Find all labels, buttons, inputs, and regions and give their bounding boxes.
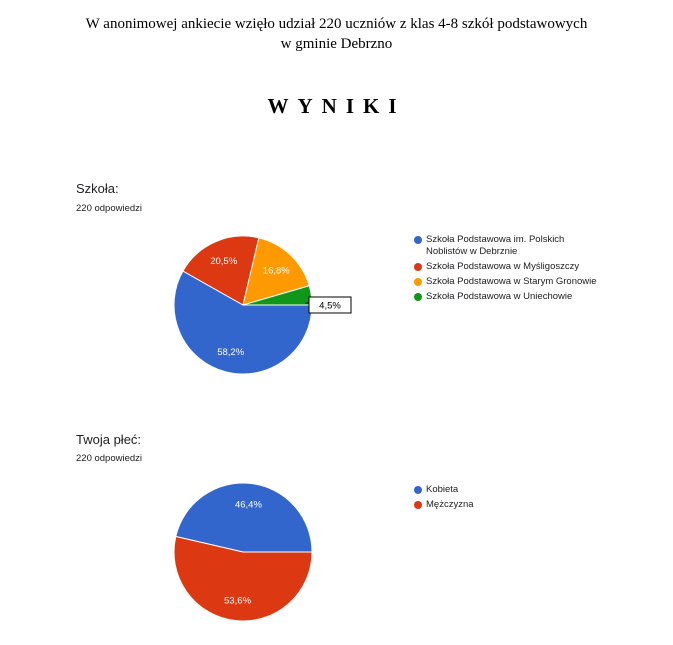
chart-2-legend-item-1 (414, 484, 604, 496)
chart-2-data-label-1: 46,4% (234, 499, 262, 511)
chart-1-data-label-1: 58,2% (217, 347, 245, 359)
intro-line-1: W anonimowej ankiecie wzięło udział 220 uczniów z klas 4-8 szkół podstawowych (85, 16, 588, 32)
chart-2-data-label-2: 53,6% (224, 595, 252, 607)
intro-line-2: w gminie Debrzno (280, 36, 393, 52)
chart-2-legend-item-2 (414, 499, 604, 511)
chart-2-legend-swatch-1 (414, 486, 422, 494)
chart-2-legend-swatch-2 (414, 501, 422, 509)
chart-1-data-label-2: 20,5% (210, 256, 238, 268)
chart-1-title: Szkoła: (76, 181, 119, 196)
chart-2-response-count: 220 odpowiedzi (76, 453, 143, 464)
chart-2-legend (414, 484, 604, 514)
chart-1-legend-label-4: Szkoła Podstawowa w Uniechowie (426, 291, 573, 302)
chart-2-legend-label-1: Kobieta (426, 484, 459, 495)
chart-1-response-count: 220 odpowiedzi (76, 203, 143, 214)
chart-1-data-label-3: 16,8% (262, 265, 290, 277)
chart-1-data-label-4: 4,5% (319, 300, 341, 312)
results-heading: WYNIKI (267, 94, 406, 118)
chart-2-title: Twoja płeć: (76, 432, 142, 447)
chart-2-legend-label-2: Mężczyzna (426, 499, 474, 510)
chart-1-legend-label-1: Szkoła Podstawowa im. Polskich Noblistów w Debrznie (426, 234, 565, 257)
chart-1-legend-label-2: Szkoła Podstawowa w Myśligoszczy (426, 261, 580, 272)
chart-1-legend-label-3: Szkoła Podstawowa w Starym Gronowie (426, 276, 597, 287)
